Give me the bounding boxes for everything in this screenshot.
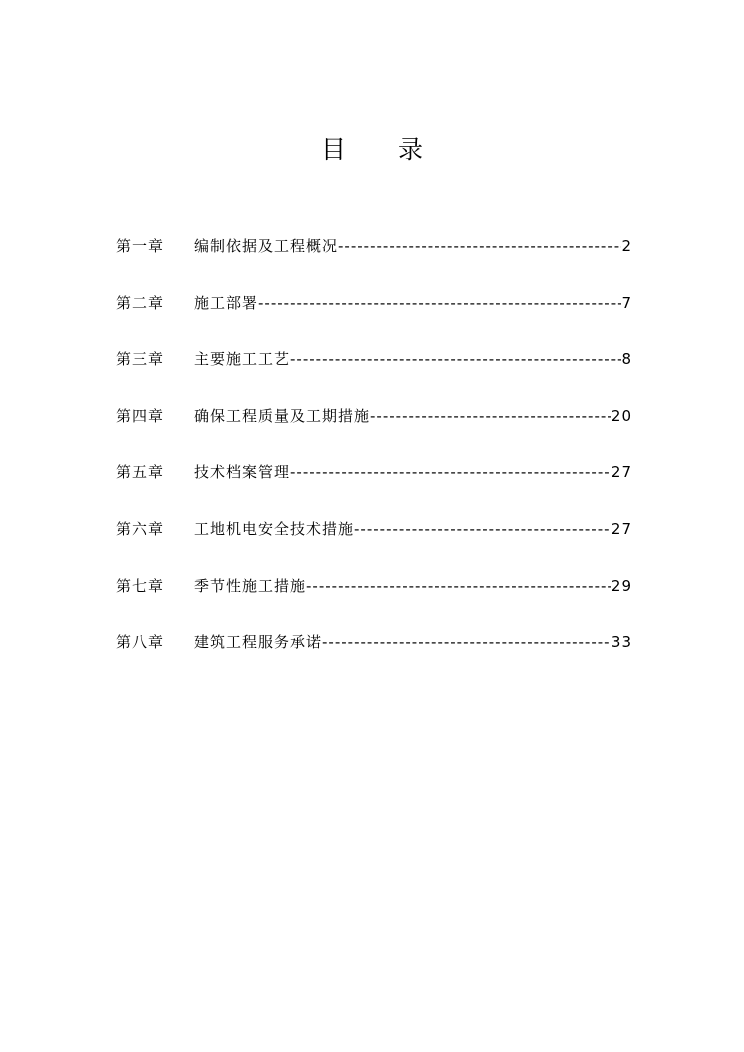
page-title: 目 录 [321, 135, 445, 164]
dot-leader [290, 345, 621, 373]
page-number: 20 [610, 406, 632, 425]
toc-entry[interactable] [116, 515, 632, 572]
chapter-title: 编制依据及工程概况 [194, 237, 339, 255]
table-of-contents [116, 232, 632, 685]
dot-leader [258, 289, 621, 317]
toc-entry[interactable] [116, 628, 632, 685]
chapter-number: 第四章 [116, 406, 165, 425]
toc-entry[interactable] [116, 402, 632, 459]
toc-entry[interactable] [116, 345, 632, 402]
chapter-title: 确保工程质量及工期措施 [194, 406, 371, 425]
page-number: 29 [610, 576, 632, 595]
toc-entry[interactable] [116, 232, 632, 289]
dot-leader [370, 402, 611, 430]
dot-leader [306, 572, 611, 600]
page-number: 7 [621, 293, 632, 312]
page-number: 27 [610, 463, 632, 482]
page-number: 8 [621, 350, 632, 369]
chapter-title: 工地机电安全技术措施 [194, 519, 355, 538]
page-number: 27 [610, 519, 632, 538]
toc-entry[interactable] [116, 458, 632, 515]
chapter-number: 第八章 [116, 633, 165, 652]
chapter-title: 季节性施工措施 [194, 576, 307, 595]
chapter-number: 第三章 [116, 350, 165, 369]
chapter-number: 第六章 [116, 519, 165, 538]
toc-entry[interactable] [116, 289, 632, 346]
dot-leader [290, 458, 611, 486]
dot-leader [354, 515, 611, 543]
chapter-number: 第五章 [116, 463, 165, 482]
chapter-title: 建筑工程服务承诺 [194, 633, 323, 652]
page-number: 2 [621, 237, 632, 255]
toc-entry[interactable] [116, 572, 632, 629]
chapter-number: 第一章 [116, 237, 165, 255]
page-number: 33 [610, 633, 632, 652]
dot-leader [322, 628, 611, 656]
chapter-number: 第七章 [116, 576, 165, 595]
chapter-title: 技术档案管理 [194, 463, 291, 482]
chapter-title: 施工部署 [194, 293, 259, 312]
chapter-number: 第二章 [116, 293, 165, 312]
dot-leader [338, 232, 621, 260]
chapter-title: 主要施工工艺 [194, 350, 291, 369]
